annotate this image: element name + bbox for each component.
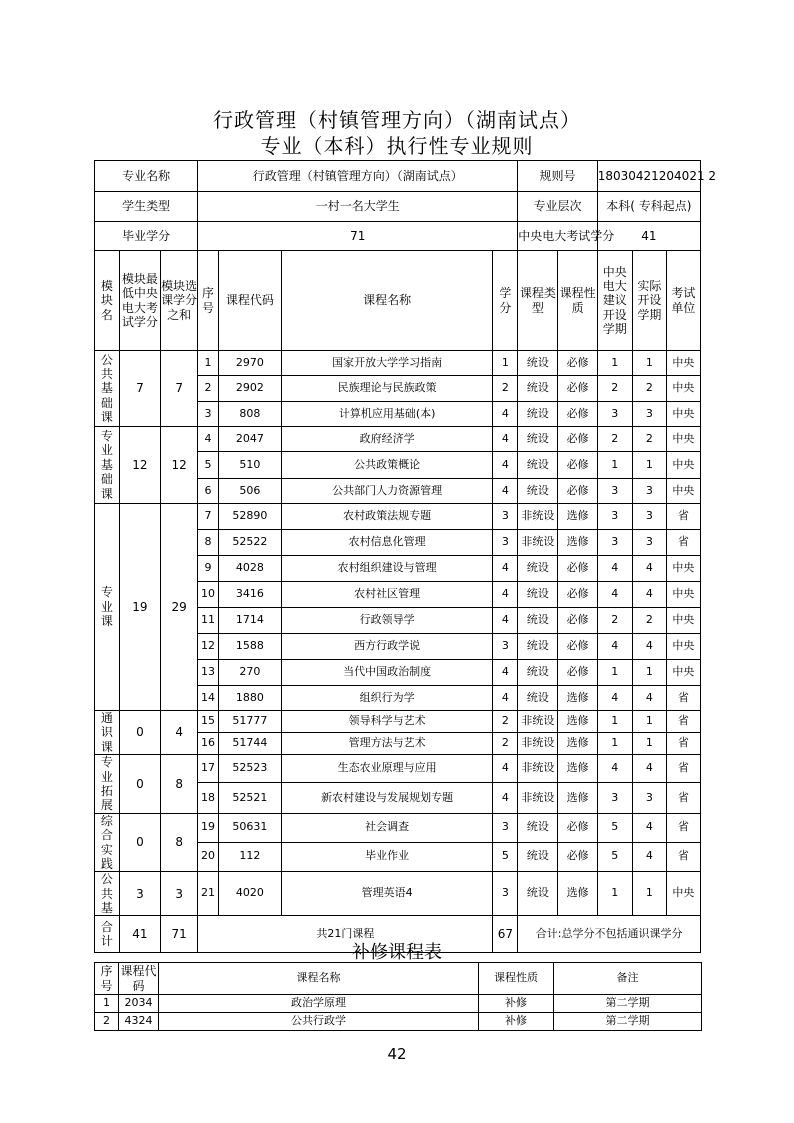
course-actual-term: 1 [632,452,666,479]
course-seq: 14 [198,686,219,711]
course-suggest-term: 3 [597,402,632,427]
supp-name: 公共行政学 [159,1013,479,1031]
course-seq: 18 [198,783,219,813]
course-name: 社会调查 [281,813,493,842]
module-min-credit: 12 [119,427,160,504]
course-type: 统设 [518,556,558,582]
course-name: 民族理论与民族政策 [281,376,493,402]
course-credit: 4 [493,479,518,504]
course-name: 农村政策法规专题 [281,504,493,530]
course-actual-term: 1 [632,733,666,755]
course-type: 统设 [518,634,558,660]
course-type: 统设 [518,479,558,504]
course-exam-unit: 省 [666,813,700,842]
total-elective-sum: 71 [161,916,198,953]
course-suggest-term: 2 [597,608,632,634]
supp-seq: 2 [95,1013,119,1031]
module-min-credit: 0 [119,813,160,872]
course-credit: 2 [493,376,518,402]
course-code: 3416 [218,582,281,608]
header-nature: 课程性质 [558,251,597,351]
course-code: 2047 [218,427,281,452]
total-note: 合计:总学分不包括通识课学分 [518,916,701,953]
course-name: 管理方法与艺术 [281,733,493,755]
course-row [95,872,701,916]
course-seq: 5 [198,452,219,479]
course-suggest-term: 4 [597,582,632,608]
total-min-credit: 41 [119,916,160,953]
course-exam-unit: 省 [666,504,700,530]
course-seq: 1 [198,351,219,376]
supplement-row [95,995,702,1013]
course-actual-term: 2 [632,376,666,402]
course-actual-term: 4 [632,755,666,783]
header-type: 课程类型 [518,251,558,351]
major-name-value: 行政管理（村镇管理方向）（湖南试点） [198,161,518,192]
course-suggest-term: 3 [597,504,632,530]
course-suggest-term: 2 [597,376,632,402]
course-credit: 4 [493,582,518,608]
supp-header-remark: 备注 [554,963,702,995]
module-elective-sum: 3 [161,872,198,916]
course-code: 4020 [218,872,281,916]
course-name: 计算机应用基础(本) [281,402,493,427]
course-exam-unit: 省 [666,711,700,733]
course-type: 统设 [518,376,558,402]
course-nature: 必修 [558,556,597,582]
course-suggest-term: 5 [597,813,632,842]
course-code: 51744 [218,733,281,755]
course-code: 52523 [218,755,281,783]
course-code: 51777 [218,711,281,733]
module-elective-sum: 29 [161,504,198,711]
course-row [95,504,701,530]
course-name: 公共部门人力资源管理 [281,479,493,504]
course-row [95,351,701,376]
course-nature: 选修 [558,686,597,711]
total-credit: 67 [493,916,518,953]
supplement-header-row [95,963,702,995]
course-credit: 4 [493,556,518,582]
course-row [95,755,701,783]
supp-header-seq: 序号 [95,963,119,995]
module-elective-sum: 7 [161,351,198,427]
course-exam-unit: 中央 [666,351,700,376]
course-seq: 16 [198,733,219,755]
course-nature: 选修 [558,872,597,916]
course-code: 52522 [218,530,281,556]
supplement-row [95,1013,702,1031]
course-seq: 10 [198,582,219,608]
supp-header-name: 课程名称 [159,963,479,995]
course-name: 当代中国政治制度 [281,660,493,686]
header-code: 课程代码 [218,251,281,351]
supp-header-nature: 课程性质 [479,963,554,995]
course-credit: 4 [493,660,518,686]
course-exam-unit: 中央 [666,452,700,479]
course-nature: 必修 [558,351,597,376]
grad-credit-label: 毕业学分 [95,222,198,251]
course-actual-term: 4 [632,813,666,842]
module-elective-sum: 8 [161,755,198,814]
module-name: 公共基 [95,872,120,916]
course-exam-unit: 省 [666,686,700,711]
course-actual-term: 1 [632,711,666,733]
course-credit: 3 [493,813,518,842]
course-name: 新农村建设与发展规划专题 [281,783,493,813]
course-nature: 必修 [558,402,597,427]
course-seq: 19 [198,813,219,842]
course-actual-term: 4 [632,634,666,660]
course-suggest-term: 1 [597,452,632,479]
course-nature: 必修 [558,634,597,660]
course-seq: 2 [198,376,219,402]
course-exam-unit: 中央 [666,872,700,916]
course-name: 政府经济学 [281,427,493,452]
supp-remark: 第二学期 [554,995,702,1013]
course-type: 统设 [518,872,558,916]
course-code: 52521 [218,783,281,813]
header-actual: 实际开设学期 [632,251,666,351]
course-exam-unit: 中央 [666,608,700,634]
course-credit: 3 [493,634,518,660]
major-name-label: 专业名称 [95,161,198,192]
course-exam-unit: 省 [666,755,700,783]
course-credit: 5 [493,842,518,872]
course-nature: 必修 [558,813,597,842]
course-code: 50631 [218,813,281,842]
course-nature: 选修 [558,530,597,556]
course-suggest-term: 1 [597,711,632,733]
course-type: 非统设 [518,711,558,733]
course-name: 国家开放大学学习指南 [281,351,493,376]
course-suggest-term: 1 [597,733,632,755]
course-name: 领导科学与艺术 [281,711,493,733]
course-name: 西方行政学说 [281,634,493,660]
module-name: 综合实践 [95,813,120,872]
course-seq: 6 [198,479,219,504]
course-seq: 12 [198,634,219,660]
header-elective-sum: 模块选课学分之和 [161,251,198,351]
course-name: 农村组织建设与管理 [281,556,493,582]
course-name: 管理英语4 [281,872,493,916]
course-nature: 选修 [558,733,597,755]
course-nature: 必修 [558,376,597,402]
info-row-student [95,192,701,222]
header-row [95,251,701,351]
course-seq: 17 [198,755,219,783]
supp-seq: 1 [95,995,119,1013]
course-credit: 4 [493,427,518,452]
module-elective-sum: 8 [161,813,198,872]
course-actual-term: 2 [632,427,666,452]
course-nature: 必修 [558,842,597,872]
course-code: 2902 [218,376,281,402]
course-suggest-term: 4 [597,755,632,783]
course-code: 1880 [218,686,281,711]
total-label: 合计 [95,916,120,953]
supp-nature: 补修 [479,1013,554,1031]
header-credit: 学分 [493,251,518,351]
header-seq: 序号 [198,251,219,351]
course-rules-table [94,160,717,953]
course-credit: 1 [493,351,518,376]
course-seq: 3 [198,402,219,427]
course-credit: 3 [493,504,518,530]
course-credit: 3 [493,872,518,916]
course-exam-unit: 中央 [666,402,700,427]
course-name: 生态农业原理与应用 [281,755,493,783]
exam-credit-value: 41 [597,222,700,251]
course-actual-term: 1 [632,351,666,376]
module-min-credit: 0 [119,755,160,814]
course-actual-term: 3 [632,479,666,504]
course-actual-term: 3 [632,530,666,556]
supplement-table [94,962,702,1031]
course-seq: 13 [198,660,219,686]
page-title-line1: 行政管理（村镇管理方向）（湖南试点） [213,108,581,132]
course-code: 1588 [218,634,281,660]
course-name: 农村信息化管理 [281,530,493,556]
module-name: 通识课 [95,711,120,755]
module-name: 专业课 [95,504,120,711]
course-actual-term: 2 [632,608,666,634]
course-seq: 11 [198,608,219,634]
course-code: 52890 [218,504,281,530]
course-seq: 8 [198,530,219,556]
course-type: 非统设 [518,783,558,813]
course-code: 506 [218,479,281,504]
course-nature: 必修 [558,582,597,608]
page-number: 42 [387,1045,407,1063]
course-actual-term: 3 [632,783,666,813]
course-name: 组织行为学 [281,686,493,711]
course-type: 统设 [518,660,558,686]
module-elective-sum: 12 [161,427,198,504]
course-suggest-term: 3 [597,479,632,504]
level-label: 专业层次 [518,192,597,222]
course-exam-unit: 省 [666,530,700,556]
module-min-credit: 3 [119,872,160,916]
module-elective-sum: 4 [161,711,198,755]
course-code: 808 [218,402,281,427]
module-name: 公共基础课 [95,351,120,427]
supp-nature: 补修 [479,995,554,1013]
course-type: 非统设 [518,504,558,530]
level-value: 本科( 专科起点) [597,192,700,222]
student-type-label: 学生类型 [95,192,198,222]
course-code: 2970 [218,351,281,376]
course-type: 非统设 [518,530,558,556]
supp-name: 政治学原理 [159,995,479,1013]
supp-code: 4324 [119,1013,159,1031]
module-min-credit: 7 [119,351,160,427]
course-exam-unit: 中央 [666,660,700,686]
total-courses: 共21门课程 [198,916,493,953]
course-type: 统设 [518,427,558,452]
course-name: 毕业作业 [281,842,493,872]
supplement-title: 补修课程表 [352,942,442,963]
course-actual-term: 4 [632,842,666,872]
course-exam-unit: 省 [666,842,700,872]
course-suggest-term: 4 [597,556,632,582]
module-name: 专业基础课 [95,427,120,504]
course-type: 统设 [518,452,558,479]
course-credit: 2 [493,733,518,755]
course-exam-unit: 中央 [666,376,700,402]
course-suggest-term: 4 [597,686,632,711]
info-row-major [95,161,701,192]
course-suggest-term: 1 [597,351,632,376]
rule-no-value: 18030421204021 2 [597,161,700,192]
course-type: 统设 [518,608,558,634]
course-type: 统设 [518,842,558,872]
course-seq: 4 [198,427,219,452]
course-suggest-term: 4 [597,634,632,660]
course-credit: 4 [493,755,518,783]
course-code: 270 [218,660,281,686]
header-module: 模块名 [95,251,120,351]
course-nature: 必修 [558,608,597,634]
course-row [95,813,701,842]
course-row [95,711,701,733]
module-min-credit: 19 [119,504,160,711]
course-credit: 4 [493,686,518,711]
course-credit: 3 [493,530,518,556]
course-actual-term: 1 [632,872,666,916]
course-type: 统设 [518,402,558,427]
course-code: 112 [218,842,281,872]
course-suggest-term: 3 [597,530,632,556]
info-row-credit [95,222,701,251]
course-nature: 选修 [558,783,597,813]
course-type: 统设 [518,582,558,608]
course-actual-term: 3 [632,504,666,530]
course-nature: 选修 [558,755,597,783]
supp-header-code: 课程代码 [120,964,157,993]
course-exam-unit: 中央 [666,582,700,608]
course-type: 非统设 [518,733,558,755]
course-seq: 15 [198,711,219,733]
course-exam-unit: 中央 [666,556,700,582]
course-exam-unit: 中央 [666,634,700,660]
course-type: 非统设 [518,755,558,783]
course-credit: 4 [493,783,518,813]
course-credit: 2 [493,711,518,733]
module-min-credit: 0 [119,711,160,755]
course-credit: 4 [493,452,518,479]
course-code: 4028 [218,556,281,582]
course-type: 统设 [518,686,558,711]
rule-no-label: 规则号 [518,161,597,192]
course-name: 公共政策概论 [281,452,493,479]
course-actual-term: 1 [632,660,666,686]
course-suggest-term: 5 [597,842,632,872]
course-name: 行政领导学 [281,608,493,634]
header-name: 课程名称 [281,251,493,351]
exam-credit-label: 中央电大考试学分 [518,222,597,251]
course-nature: 必修 [558,427,597,452]
course-actual-term: 4 [632,556,666,582]
course-type: 统设 [518,351,558,376]
course-nature: 必修 [558,452,597,479]
course-nature: 选修 [558,711,597,733]
course-seq: 9 [198,556,219,582]
course-actual-term: 4 [632,582,666,608]
course-exam-unit: 省 [666,733,700,755]
supp-code: 2034 [119,995,159,1013]
student-type-value: 一村一名大学生 [198,192,518,222]
course-credit: 4 [493,402,518,427]
course-exam-unit: 中央 [666,479,700,504]
course-name: 农村社区管理 [281,582,493,608]
course-suggest-term: 2 [597,427,632,452]
course-actual-term: 4 [632,686,666,711]
course-code: 510 [218,452,281,479]
course-exam-unit: 省 [666,783,700,813]
course-nature: 选修 [558,504,597,530]
course-nature: 必修 [558,660,597,686]
course-credit: 4 [493,608,518,634]
module-name: 专业拓展 [95,755,120,814]
course-seq: 21 [198,872,219,916]
course-actual-term: 3 [632,402,666,427]
course-seq: 7 [198,504,219,530]
course-type: 统设 [518,813,558,842]
header-unit: 考试单位 [666,251,700,351]
header-min-credit: 模块最低中央电大考试学分 [119,251,160,351]
course-code: 1714 [218,608,281,634]
course-seq: 20 [198,842,219,872]
page-title-line2: 专业（本科）执行性专业规则 [260,134,534,158]
supp-remark: 第二学期 [554,1013,702,1031]
course-row [95,427,701,452]
course-suggest-term: 1 [597,872,632,916]
course-suggest-term: 1 [597,660,632,686]
course-nature: 必修 [558,479,597,504]
course-exam-unit: 中央 [666,427,700,452]
header-suggest: 中央电大建议开设学期 [597,251,632,351]
grad-credit-value: 71 [198,222,518,251]
course-suggest-term: 3 [597,783,632,813]
